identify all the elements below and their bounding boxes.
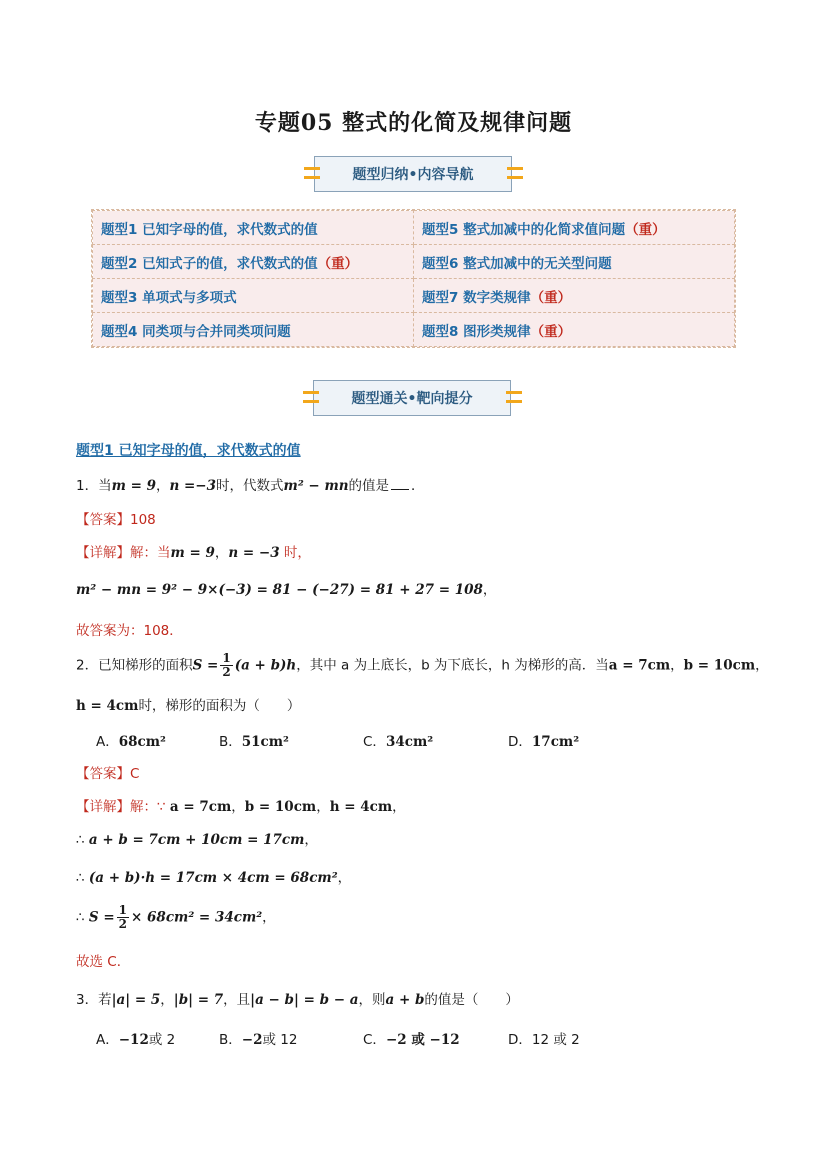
step-2-3: ∴ S = $\frac{1}{2}$ × 68cm² = 34cm²， — [76, 903, 276, 931]
topic-nav-grid — [91, 209, 736, 348]
question-2: 2．已知梯形的面积S = $\frac{1}{2}$ (a + b)h，其中 a 为上底长，b 为下底长，h 为梯形的高．当a = 7cm，b = 10cm， — [76, 651, 769, 679]
nav-item[interactable]: 题型1 已知字母的值，求代数式的值 — [93, 211, 414, 245]
option-c[interactable]: C．−2 或 −12 — [363, 1032, 460, 1048]
banner-decoration — [507, 167, 523, 170]
detail-2: 【详解】解：∵ a = 7cm，b = 10cm，h = 4cm， — [76, 799, 406, 815]
option-d[interactable]: D．17cm² — [508, 734, 580, 750]
section-heading[interactable]: 题型1 已知字母的值，求代数式的值 — [76, 443, 301, 459]
answer-1: 【答案】108 — [76, 512, 156, 528]
detail-1: 【详解】解：当m = 9，n = −3 时， — [76, 545, 311, 561]
option-d[interactable]: D．12 或 2 — [508, 1032, 580, 1048]
nav-banner-label: 题型归纳•内容导航 — [314, 156, 512, 192]
nav-item[interactable]: 题型5 整式加减中的化简求值问题（重） — [414, 211, 735, 245]
calc-1: m² − mn = 9² − 9×(−3) = 81 − (−27) = 81 + 27 = 108， — [76, 582, 497, 598]
question-3: 3．若|a| = 5，|b| = 7，且|a − b| = b − a，则a + b的值是（ ） — [76, 992, 519, 1008]
conclusion-1: 故答案为：108． — [76, 623, 183, 639]
nav-item[interactable]: 题型7 数字类规律（重） — [414, 279, 735, 313]
nav-banner — [314, 156, 512, 192]
practice-banner-label: 题型通关•靶向提分 — [313, 380, 511, 416]
banner-decoration — [507, 176, 523, 179]
step-2-1: ∴ a + b = 7cm + 10cm = 17cm， — [76, 832, 318, 848]
nav-item[interactable]: 题型2 已知式子的值，求代数式的值（重） — [93, 245, 414, 279]
banner-decoration — [303, 391, 319, 394]
answer-blank — [391, 489, 409, 490]
option-b[interactable]: B．51cm² — [219, 734, 289, 750]
option-a[interactable]: A．−12或 2 — [96, 1032, 176, 1048]
page-title: 专题05 整式的化简及规律问题 — [254, 110, 573, 136]
option-b[interactable]: B．−2或 12 — [219, 1032, 298, 1048]
question-2-cont: h = 4cm时，梯形的面积为（ ） — [76, 698, 301, 714]
option-c[interactable]: C．34cm² — [363, 734, 434, 750]
nav-item[interactable]: 题型4 同类项与合并同类项问题 — [93, 313, 414, 347]
conclusion-2: 故选 C． — [76, 954, 131, 970]
practice-banner — [313, 380, 511, 416]
banner-decoration — [304, 167, 320, 170]
option-a[interactable]: A．68cm² — [96, 734, 166, 750]
nav-item[interactable]: 题型6 整式加减中的无关型问题 — [414, 245, 735, 279]
banner-decoration — [304, 176, 320, 179]
banner-decoration — [506, 400, 522, 403]
nav-item[interactable]: 题型8 图形类规律（重） — [414, 313, 735, 347]
fraction: $\frac{1}{2}$ — [118, 903, 128, 931]
nav-item[interactable]: 题型3 单项式与多项式 — [93, 279, 414, 313]
question-1: 1．当m = 9，n =−3时，代数式m² − mn的值是 ． — [76, 478, 425, 494]
step-2-2: ∴ (a + b)·h = 17cm × 4cm = 68cm²， — [76, 870, 352, 886]
answer-2: 【答案】C — [76, 766, 140, 782]
banner-decoration — [506, 391, 522, 394]
banner-decoration — [303, 400, 319, 403]
fraction: $\frac{1}{2}$ — [222, 651, 231, 679]
